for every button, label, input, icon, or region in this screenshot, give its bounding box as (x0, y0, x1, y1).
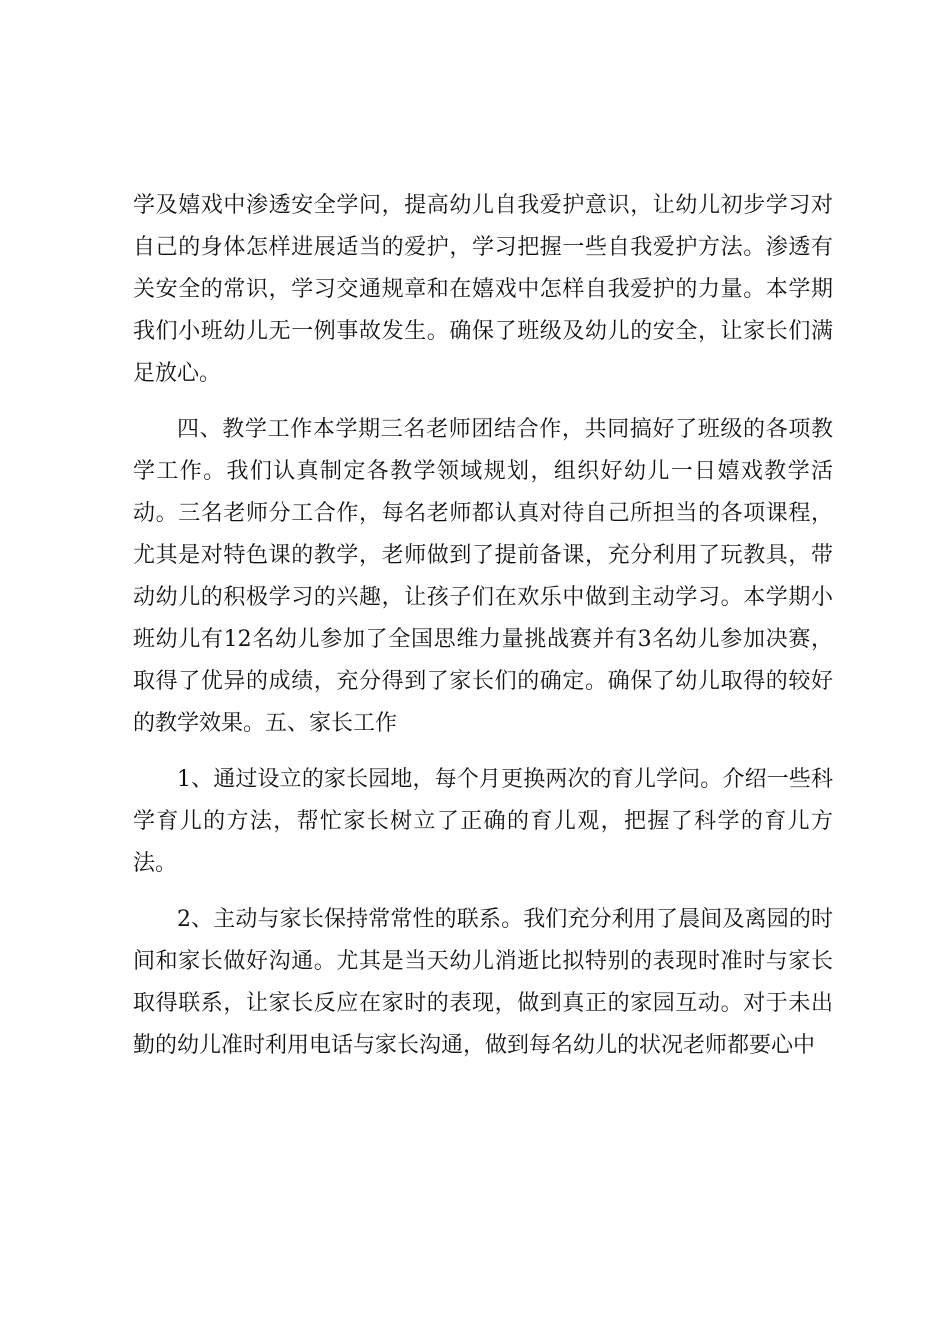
paragraph-parent-garden: 1、通过设立的家长园地，每个月更换两次的育儿学问。介绍一些科学育儿的方法，帮忙家长树立了正确的育儿观，把握了科学的育儿方法。 (133, 767, 833, 876)
paragraph-teaching-work: 四、教学工作本学期三名老师团结合作，共同搞好了班级的各项教学工作。我们认真制定各教学领域规划，组织好幼儿一日嬉戏教学活动。三名老师分工合作，每名老师都认真对待自己所担当的各项课程，尤其是对特色课的教学，老师做到了提前备课，充分利用了玩教具，带动幼儿的积极学习的兴趣，让孩子们在欢乐中做到主动学习。本学期小班幼儿有12名幼儿参加了全国思维力量挑战赛并有3名幼儿参加决赛，取得了优异的成绩，充分得到了家长们的确定。确保了幼儿取得的较好的教学效果。五、家长工作 (133, 417, 833, 736)
paragraph-safety: 学及嬉戏中渗透安全学问，提高幼儿自我爱护意识，让幼儿初步学习对自己的身体怎样进展适当的爱护，学习把握一些自我爱护方法。渗透有关安全的常识，学习交通规章和在嬉戏中怎样自我爱护的力量。本学期我们小班幼儿无一例事故发生。确保了班级及幼儿的安全，让家长们满足放心。 (133, 193, 833, 386)
document-body (133, 185, 833, 1081)
paragraph-parent-contact: 2、主动与家长保持常常性的联系。我们充分利用了晨间及离园的时间和家长做好沟通。尤其是当天幼儿消逝比拟特别的表现时准时与家长取得联系，让家长反应在家时的表现，做到真正的家园互动。对于未出勤的幼儿准时利用电话与家长沟通，做到每名幼儿的状况老师都要心中 (133, 907, 833, 1058)
